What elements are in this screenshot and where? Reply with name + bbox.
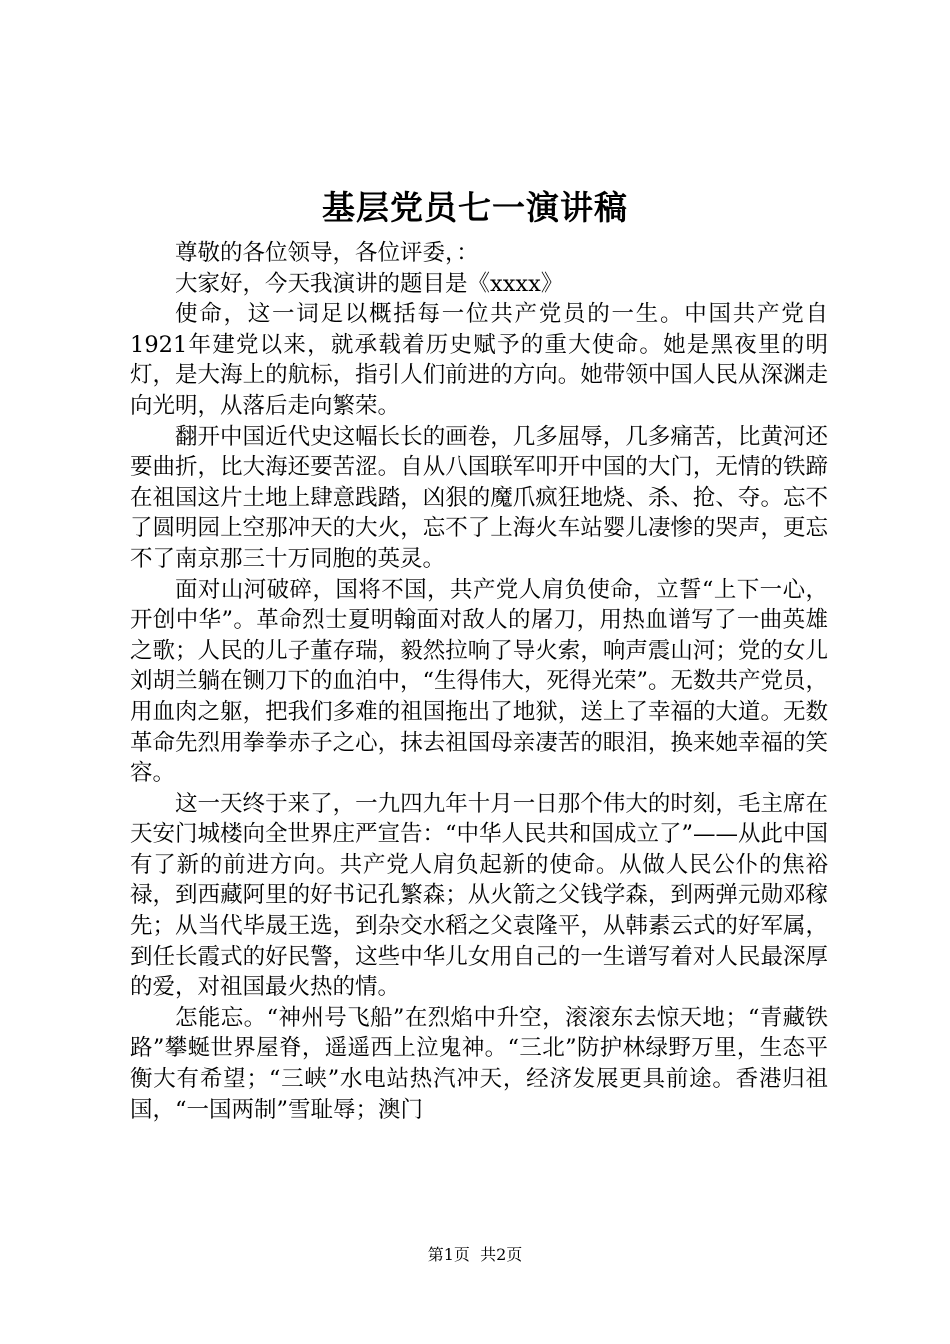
paragraph-greeting: 大家好，今天我演讲的题目是《xxxx》 xyxy=(175,270,564,297)
page-footer xyxy=(0,1244,950,1266)
paragraph: 面对山河破碎，国将不国，共产党人肩负使命，立誓“上下一心，开创中华”。革命烈士夏明翰面对敌人的屠刀，用热血谱写了一曲英雄之歌；人民的儿子董存瑞，毅然拉响了导火索，响声震山河；党的女儿刘胡兰躺在铡刀下的血泊中，“生得伟大，死得光荣”。无数共产党员，用血肉之躯，把我们多难的祖国拖出了地狱，送上了幸福的大道。无数革命先烈用拳拳赤子之心，抹去祖国母亲凄苦的眼泪，换来她幸福的笑容。 xyxy=(130,576,829,787)
paragraph: 这一天终于来了，一九四九年十月一日那个伟大的时刻，毛主席在天安门城楼向全世界庄严宣告：“中华人民共和国成立了”——从此中国有了新的前进方向。共产党人肩负起新的使命。从做人民公仆的焦裕禄，到西藏阿里的好书记孔繁森；从火箭之父钱学森，到两弹元勋邓稼先；从当代毕晟王选，到杂交水稻之父袁隆平，从韩素云式的好军属，到任长霞式的好民警，这些中华儿女用自己的一生谱写着对人民最深厚的爱，对祖国最火热的情。 xyxy=(130,790,829,1001)
paragraph: 翻开中国近代史这幅长长的画卷，几多屈辱，几多痛苦，比黄河还要曲折，比大海还要苦涩。自从八国联军叩开中国的大门，无情的铁蹄在祖国这片土地上肆意践踏，凶狠的魔爪疯狂地烧、杀、抢、夺。忘不了圆明园上空那冲天的大火，忘不了上海火车站婴儿凄惨的哭声，更忘不了南京那三十万同胞的英灵。 xyxy=(130,423,828,572)
page-number: 第1页 xyxy=(427,1245,470,1264)
footer-separator xyxy=(470,1245,480,1264)
paragraph: 使命，这一词足以概括每一位共产党员的一生。中国共产党自1921年建党以来，就承载着历史赋予的重大使命。她是黑夜里的明灯，是大海上的航标，指引人们前进的方向。她带领中国人民从深渊走向光明，从落后走向繁荣。 xyxy=(130,301,828,419)
page-total: 共2页 xyxy=(480,1245,523,1264)
paragraph: 怎能忘。“神州号飞船”在烈焰中升空，滚滚东去惊天地；“青藏铁路”攀蜒世界屋脊，遥遥西上泣鬼神。“三北”防护林绿野万里，生态平衡大有希望；“三峡”水电站热汽冲天，经济发展更具前途。香港归祖国，“一国两制”雪耻辱；澳门 xyxy=(130,1004,828,1123)
paragraph-salutation: 尊敬的各位领导，各位评委，： xyxy=(175,240,479,266)
document-body xyxy=(130,238,828,1125)
document-title: 基层党员七一演讲稿 xyxy=(322,188,628,227)
